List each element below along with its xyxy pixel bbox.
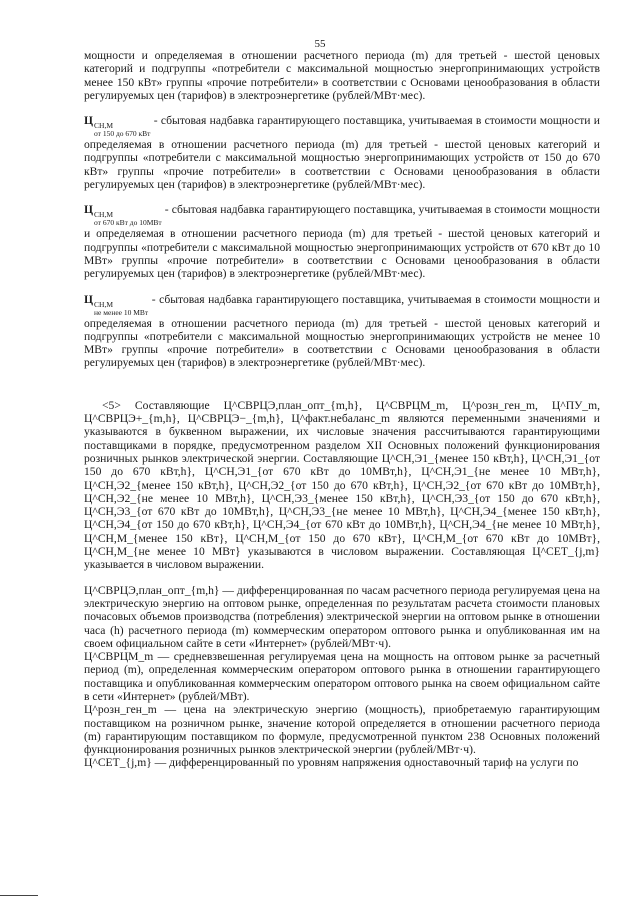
symbol-2-super: СН,М [94,210,113,220]
paragraph-0: мощности и определяемая в отношении расчетного периода (m) для третьей - шестой ценовых категорий и подгруппы «потребители с максимальной мощностью энергопринимающих устройств менее 150 кВт» группы «прочие потребители» в соответствии с Основами ценообразования в области регулируемых цен (тарифов) в электроэнергетике (рублей/МВт·мес). [84,49,600,102]
paragraph-3 [84,293,600,370]
paragraph-2 [84,203,600,280]
symbol-3-super: СН,М [94,299,113,309]
definition-1: Ц^СВРЦЭ,план_опт_{m,h} — дифференцированная по часам расчетного периода регулируемая цена на электрическую энергию на оптовом рынке, определенная по результатам расчета стоимости плановых почасовых объемов производства (потребления) электрической энергии на оптовом рынке в отношении часа (h) расчетного периода (m) коммерческим оператором оптового рынка и опубликованная им на своем официальном сайте в сети «Интернет» (рублей/МВт·ч). [84,583,600,650]
footnote-rule [0,895,38,896]
definition-3: Ц^розн_ген_m — цена на электрическую энергию (мощность), приобретаемую гарантирующим поставщиком на розничном рынке, значение которой определяется в отношении расчетного периода (m) гарантирующим поставщиком по формуле, предусмотренной пунктом 238 Основных положений функционирования розничных рынков электрической энергии (рублей/МВт·ч). [84,703,600,757]
symbol-1-super: СН,М [94,121,113,131]
document-body [84,49,600,770]
paragraph-footnote-5: <5> Составляющие Ц^СВРЦЭ,план_опт_{m,h}, Ц^СВРЦМ_m, Ц^розн_ген_m, Ц^ПУ_m, Ц^СВРЦЭ+_{m,h}, Ц^СВРЦЭ−_{m,h}, Ц^факт.небаланс_m являются переменными значениями и указываются в буквенном выражении, их числовые значения рассчитываются гарантирующими поставщиками в порядке, предусмотренном разделом XII Основных положений функционирования розничных рынков электрической энергии. Составляющие Ц^СН,Э1_{менее 150 кВт,h}, Ц^СН,Э1_{от 150 до 670 кВт,h}, Ц^СН,Э1_{от 670 кВт до 10МВт,h}, Ц^СН,Э1_{не менее 10 МВт,h}, Ц^СН,Э2_{менее 150 кВт,h}, Ц^СН,Э2_{от 150 до 670 кВт,h}, Ц^СН,Э2_{от 670 кВт до 10МВт,h}, Ц^СН,Э2_{не менее 10 МВт,h}, Ц^СН,Э3_{менее 150 кВт,h}, Ц^СН,Э3_{от 150 до 670 кВт,h}, Ц^СН,Э3_{от 670 кВт до 10МВт,h}, Ц^СН,Э3_{не менее 10 МВт,h}, Ц^СН,Э4_{менее 150 кВт,h}, Ц^СН,Э4_{от 150 до 670 кВт,h}, Ц^СН,Э4_{от 670 кВт до 10МВт,h}, Ц^СН,Э4_{не менее 10 МВт,h}, Ц^СН,М_{менее 150 кВт}, Ц^СН,М_{от 150 до 670 кВт}, Ц^СН,М_{от 670 кВт до 10МВт}, Ц^СН,М_{не менее 10 МВт} указываются в числовом выражении. Составляющая Ц^СЕТ_{j,m} указывается в числовом выражении. [84,398,600,572]
symbol-1: Ц СН,М от 150 до 670 кВт [84,114,151,139]
symbol-3-sub: не менее 10 МВт [94,307,149,317]
page-number: 55 [314,38,326,50]
paragraph-1-text: - сбытовая надбавка гарантирующего поставщика, учитываемая в стоимости мощности и определяемая в отношении расчетного периода (m) для третьей - шестой ценовых категорий и подгруппы «потребители с максимальной мощностью энергопринимающих устройств от 150 до 670 кВт» группы «прочие потребители» в соответствии с Основами ценообразования в области регулируемых цен (тарифов) в электроэнергетике (рублей/МВт·мес). [84,114,600,192]
paragraph-2-text: - сбытовая надбавка гарантирующего поставщика, учитываемая в стоимости мощности и определяемая в отношении расчетного периода (m) для третьей - шестой ценовых категорий и подгруппы «потребители с максимальной мощностью энергопринимающих устройств от 670 кВт до 10 МВт» группы «прочие потребители» в соответствии с Основами ценообразования в области регулируемых цен (тарифов) в электроэнергетике (рублей/МВт·мес). [84,203,600,281]
symbol-2-sub: от 670 кВт до 10МВт [94,218,162,228]
definition-4: Ц^СЕТ_{j,m} — дифференцированный по уровням напряжения одноставочный тариф на услуги по [84,756,579,770]
paragraph-3-text: - сбытовая надбавка гарантирующего поставщика, учитываемая в стоимости мощности и определяемая в отношении расчетного периода (m) для третьей - шестой ценовых категорий и подгруппы «потребители с максимальной мощностью энергопринимающих устройств не менее 10 МВт» группы «прочие потребители» в соответствии с Основами ценообразования в области регулируемых цен (тарифов) в электроэнергетике (рублей/МВт·мес). [84,292,601,370]
symbol-3: Ц СН,М не менее 10 МВт [84,292,149,317]
paragraph-1 [84,114,600,191]
symbol-1-sub: от 150 до 670 кВт [94,129,151,139]
symbol-2: Ц СН,М от 670 кВт до 10МВт [84,203,162,228]
definition-2: Ц^СВРЦМ_m — средневзвешенная регулируемая цена на мощность на оптовом рынке за расчетный период (m), определенная коммерческим оператором оптового рынка в отношении гарантирующего поставщика и опубликованная коммерческим оператором оптового рынка на своем официальном сайте в сети «Интернет» (рублей/МВт). [84,650,600,703]
